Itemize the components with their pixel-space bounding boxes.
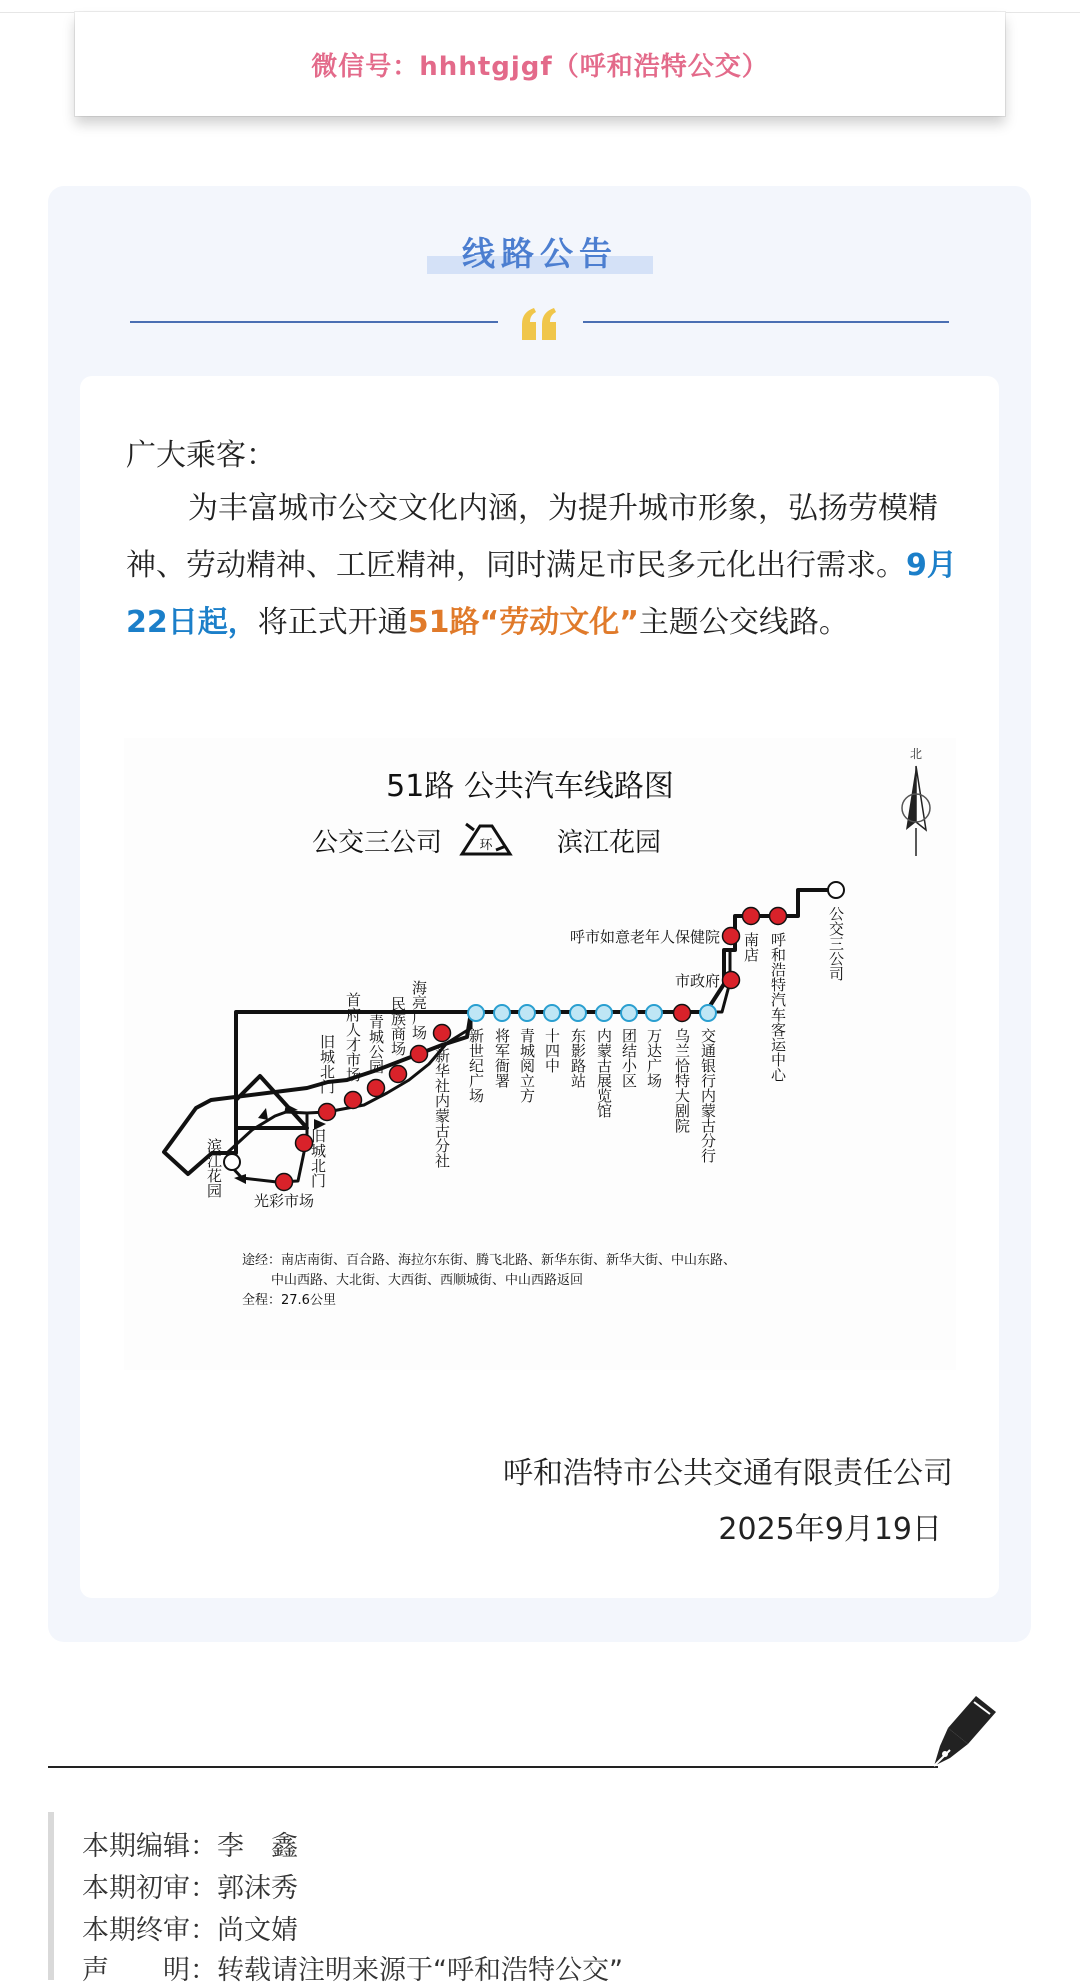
- terminal-left: 公交三公司: [311, 828, 442, 858]
- stop-exhibition: [596, 1005, 612, 1021]
- stop-xinshiji: [468, 1005, 484, 1021]
- label-shoufu: 首府人才市场: [344, 992, 362, 1082]
- terminal-right: 滨江花园: [556, 828, 662, 858]
- stop-qingcheng-park: [368, 1080, 385, 1097]
- label-jiangjun: 将军衙署: [493, 1028, 511, 1088]
- stop-xinhuashe: [434, 1025, 451, 1042]
- footer-divider: [48, 1766, 938, 1768]
- stop-shoufu: [345, 1092, 362, 1109]
- label-wanda: 万达广场: [645, 1028, 663, 1088]
- para-part1: 为丰富城市公交文化内涵，为提升城市形象，弘扬劳模精神、劳动精神、工匠精神，同时满足市民多元化出行需求。: [126, 491, 938, 583]
- label-xinhuashe: 新华社内蒙古分社: [433, 1048, 451, 1168]
- label-jiucheng-2: 旧城北门: [309, 1128, 327, 1188]
- label-jiucheng-1: 旧城北门: [318, 1034, 336, 1094]
- label-dongying: 东影路站: [569, 1028, 587, 1088]
- credit-statement: 声 明：转载请注明来源于“呼和浩特公交”: [82, 1955, 623, 1986]
- wechat-id-card: [75, 12, 1005, 116]
- stop-no14: [544, 1005, 560, 1021]
- section-title: 线路公告: [462, 234, 618, 273]
- label-binjiang: 滨江花园: [205, 1138, 223, 1198]
- label-minzu: 民族商场: [389, 996, 407, 1056]
- stop-guangcai: [276, 1174, 293, 1191]
- stop-jiucheng-1: [319, 1104, 336, 1121]
- stop-hailiang: [411, 1046, 428, 1063]
- label-bus-center: 呼和浩特汽车客运中心: [769, 932, 787, 1082]
- credit-first-review: 本期初审：郭沫秀: [82, 1873, 298, 1904]
- stop-ruyi: [723, 928, 740, 945]
- notice-paragraph: [126, 480, 962, 651]
- quote-icon: [520, 306, 560, 342]
- start-date: 9月22日起，: [126, 548, 957, 640]
- stop-jiangjun: [494, 1005, 510, 1021]
- label-bank: 交通银行内蒙古分行: [699, 1028, 717, 1163]
- map-title: 51路 公共汽车线路图: [386, 769, 674, 804]
- via-line2: 中山西路、大北街、大西街、西顺城街、中山西路返回: [271, 1273, 584, 1288]
- wechat-id-text: 微信号：hhhtgjgf（呼和浩特公交）: [311, 52, 769, 82]
- stop-tuanjie: [621, 1005, 637, 1021]
- stop-wulanqiate: [674, 1005, 691, 1022]
- label-gongjiao-sangongsi: 公交三公司: [827, 906, 845, 981]
- title-rule-left: [130, 321, 498, 323]
- via-label: 途经：: [242, 1253, 282, 1268]
- para-part2: 将正式开通: [257, 605, 408, 640]
- stop-gongjiao-sangongsi: [828, 882, 844, 898]
- credits-accent-bar: [48, 1812, 54, 1980]
- label-tuanjie: 团结小区: [620, 1028, 638, 1088]
- stop-shizhengfu: [723, 972, 740, 989]
- label-hailiang: 海亮广场: [410, 980, 428, 1040]
- label-xinshiji: 新世纪广场: [467, 1028, 485, 1103]
- stop-bus-center: [770, 908, 787, 925]
- label-qingcheng-yuefang: 青城阅立方: [518, 1028, 536, 1103]
- fountain-pen-icon: [928, 1694, 998, 1770]
- title-rule-right: [583, 321, 949, 323]
- label-exhibition: 内蒙古展览馆: [595, 1028, 613, 1118]
- label-ruyi: 呼市如意老年人保健院: [569, 928, 720, 946]
- greeting: 广大乘客：: [126, 438, 276, 473]
- label-nandian: 南店: [742, 932, 760, 962]
- via-streets-1: 南店南街、百合路、海拉尔东街、腾飞北路、新华东街、新华大街、中山东路、: [281, 1253, 737, 1268]
- label-wulanqiate: 乌兰恰特大剧院: [673, 1028, 691, 1133]
- route-map: [124, 738, 956, 1370]
- label-shizhengfu: 市政府: [674, 972, 720, 990]
- credit-final-review: 本期终审：尚文婧: [82, 1915, 298, 1946]
- label-qingcheng-park: 青城公园: [367, 1014, 385, 1074]
- stop-bank: [700, 1005, 716, 1021]
- route-length: 全程：27.6公里: [242, 1293, 336, 1308]
- stop-wanda: [646, 1005, 662, 1021]
- label-no14: 十四中: [543, 1028, 561, 1073]
- para-part3: 主题公交线路。: [638, 605, 849, 640]
- stop-binjiang: [224, 1154, 240, 1170]
- stop-nandian: [743, 908, 760, 925]
- notice-date: 2025年9月19日: [718, 1512, 942, 1547]
- company-name: 呼和浩特市公共交通有限责任公司: [503, 1456, 953, 1491]
- loop-badge: 环: [479, 838, 493, 853]
- route-name: 51路“劳动文化”: [407, 605, 639, 640]
- stop-dongying: [570, 1005, 586, 1021]
- north-label: 北: [909, 747, 923, 761]
- credit-editor: 本期编辑：李 鑫: [82, 1831, 298, 1862]
- label-guangcai: 光彩市场: [253, 1192, 315, 1210]
- stop-qingcheng-yuefang: [519, 1005, 535, 1021]
- via-line1: [242, 1252, 736, 1268]
- stop-minzu: [390, 1066, 407, 1083]
